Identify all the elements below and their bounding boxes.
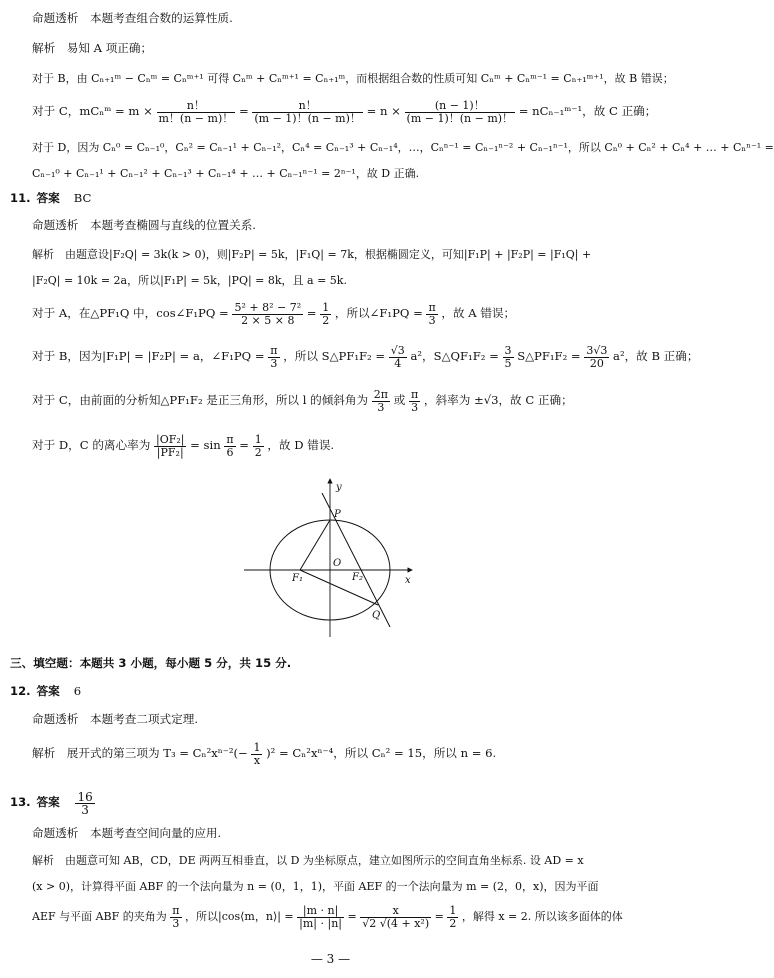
text-run: = sin (190, 438, 221, 452)
text-run: AEF 与平面 ABF 的夹角为 (32, 910, 167, 923)
segment-pf1 (300, 520, 330, 570)
q11-analysis-f (32, 430, 641, 464)
q12-topic: 命题透析 本题考查二项式定理. (32, 712, 198, 726)
text-run: ，所以|cos⟨m，n⟩| = (185, 910, 294, 923)
q11-analysis-e (32, 385, 641, 417)
text-run: = nCₙ₋₁ᵐ⁻¹，故 C 正确； (518, 104, 657, 118)
text-run: ，解得 x = 2. 所以该多面体的体 (461, 910, 623, 923)
numerator: |m · n| (297, 905, 344, 918)
numerator: |OF₂| (155, 432, 185, 446)
numerator: 3√3 (586, 343, 608, 357)
question-number: 12. (10, 684, 31, 698)
text-run: S△PF₁F₂ = (517, 349, 581, 363)
q12-answer (10, 684, 641, 699)
text-run: 对于 C，由前面的分析知△PF₁F₂ 是正三角形，所以 l 的倾斜角为 (32, 393, 369, 407)
text-run: 解析 展开式的第三项为 T₃ = Cₙ²xⁿ⁻²(− (32, 746, 248, 760)
numerator: π (411, 387, 419, 401)
denominator: 3 (270, 356, 278, 370)
numerator: 1 (253, 740, 261, 754)
denominator: |m| · |n| (299, 916, 342, 930)
denominator: 2 × 5 × 8 (241, 313, 295, 327)
fraction (389, 345, 407, 370)
q13-analysis-c (32, 902, 641, 938)
axis-y-label: y (336, 482, 342, 493)
denominator: 3 (81, 802, 89, 817)
text-run: = (238, 104, 249, 118)
q11-topic: 命题透析 本题考查椭圆与直线的位置关系. (32, 218, 256, 232)
q11-analysis-d (32, 341, 699, 375)
fraction (154, 434, 186, 459)
point-f2-label: F₂ (352, 572, 363, 583)
text-run: = (434, 910, 444, 923)
q13-analysis-a: 解析 由题意可知 AB，CD，DE 两两互相垂直，以 D 为坐标原点，建立如图所示的空间直角坐标系. 设 AD = x (32, 854, 584, 867)
denominator: |PF₂| (156, 445, 184, 459)
numerator: n！ (157, 100, 236, 113)
text-run: ，斜率为 ±√3，故 C 正确； (423, 393, 573, 407)
segment-f1q (300, 570, 378, 605)
text-run: a²，S△QF₁F₂ = (410, 349, 499, 363)
q13-analysis-b: (x > 0)，计算得平面 ABF 的一个法向量为 n = (0，1，1)，平面 AEF 的一个法向量为 m = (2，0，x)，因为平面 (32, 880, 599, 893)
numerator: 1 (449, 903, 457, 917)
answer-fraction (75, 791, 94, 816)
text-run: ，故 D 错误. (267, 438, 335, 452)
q10-analysis-c (32, 96, 657, 128)
numerator: 3 (504, 343, 512, 357)
q11-analysis-b: |F₂Q| = 10k = 2a，所以|F₁P| = 5k，|PQ| = 8k，且 a = 5k. (32, 274, 347, 287)
denominator: 3 (172, 916, 180, 930)
ellipse-figure (240, 475, 420, 640)
fraction (157, 100, 236, 125)
denominator: 2 (254, 445, 262, 459)
text-run: 对于 A，在△PF₁Q 中，cos∠F₁PQ = (32, 306, 229, 320)
fraction (268, 345, 279, 370)
fraction (320, 302, 331, 327)
fraction (409, 389, 420, 414)
q10-analysis-a: 解析 易知 A 项正确； (32, 41, 153, 55)
fraction (252, 100, 363, 125)
answer-label: 答案 (36, 795, 60, 809)
denominator: √2 √(4 + x²) (362, 916, 430, 930)
denominator: 3 (411, 400, 419, 414)
denominator: x (253, 753, 261, 767)
numerator: 16 (77, 789, 93, 804)
q10-analysis-e: Cₙ₋₁⁰ + Cₙ₋₁¹ + Cₙ₋₁² + Cₙ₋₁³ + Cₙ₋₁⁴ + … + Cₙ₋₁ⁿ⁻¹ = 2ⁿ⁻¹，故 D 正确. (32, 167, 420, 180)
fraction (251, 742, 262, 767)
point-q-label: Q (372, 610, 381, 621)
q10-analysis-b: 对于 B，由 Cₙ₊₁ᵐ − Cₙᵐ = Cₙᵐ⁺¹ 可得 Cₙᵐ + Cₙᵐ⁺¹ = Cₙ₊₁ᵐ，而根据组合数的性质可知 Cₙᵐ + Cₙᵐ⁻¹ = Cₙ₊₁ᵐ⁺¹，故 B 错误； (32, 72, 674, 85)
text-run: = (239, 438, 250, 452)
denominator: 6 (226, 445, 234, 459)
text-run: 对于 B，因为|F₁P| = |F₂P| = a，∠F₁PQ = (32, 349, 265, 363)
answer-value: BC (73, 191, 92, 205)
numerator: 5² + 8² − 7² (234, 300, 302, 314)
fraction (297, 905, 344, 930)
fraction (447, 905, 458, 930)
section-heading: 三、填空题：本题共 3 小题，每小题 5 分，共 15 分. (10, 656, 292, 670)
point-o-label: O (333, 558, 342, 569)
fraction (253, 434, 264, 459)
q10-topic: 命题透析 本题考查组合数的运算性质. (32, 11, 233, 25)
fraction (503, 345, 514, 370)
denominator: 2 (322, 313, 330, 327)
question-number: 11. (10, 191, 31, 205)
text-run: a²，故 B 正确； (613, 349, 699, 363)
numerator: 1 (254, 432, 262, 446)
numerator: π (172, 903, 180, 917)
numerator: π (270, 343, 278, 357)
numerator: π (226, 432, 234, 446)
fraction (170, 905, 181, 930)
fraction (360, 905, 431, 930)
denominator: 2 (449, 916, 457, 930)
q13-topic: 命题透析 本题考查空间向量的应用. (32, 826, 222, 840)
denominator: 3 (377, 400, 385, 414)
text-run: 对于 C，mCₙᵐ = m × (32, 104, 153, 118)
point-f1-label: F₁ (292, 573, 303, 584)
numerator: √3 (390, 343, 405, 357)
fraction (426, 302, 437, 327)
fraction (232, 302, 303, 327)
point-p-label: P (334, 509, 341, 520)
numerator: 1 (322, 300, 330, 314)
page-number: — 3 — (310, 952, 351, 966)
numerator: (n − 1)！ (405, 100, 516, 113)
text-run: )² = Cₙ²xⁿ⁻⁴，所以 Cₙ² = 15，所以 n = 6. (266, 746, 497, 760)
numerator: n！ (252, 100, 363, 113)
text-run: = (347, 910, 357, 923)
axis-x-label: x (405, 575, 411, 586)
text-run: ，所以∠F₁PQ = (334, 306, 423, 320)
q11-analysis-c (32, 298, 641, 330)
ellipse-diagram (240, 475, 420, 640)
denominator: m！(n − m)！ (158, 111, 234, 125)
numerator: π (428, 300, 436, 314)
answer-value: 6 (73, 684, 82, 698)
q10-analysis-d: 对于 D，因为 Cₙ⁰ = Cₙ₋₁⁰，Cₙ² = Cₙ₋₁¹ + Cₙ₋₁²，Cₙ⁴ = Cₙ₋₁³ + Cₙ₋₁⁴，…，Cₙⁿ⁻¹ = Cₙ₋₁ⁿ⁻² + Cₙ₋₁ⁿ⁻¹，所以 Cₙ⁰ + Cₙ² + Cₙ⁴ + … + Cₙⁿ⁻¹ = (32, 141, 774, 154)
answer-label: 答案 (36, 191, 60, 205)
fraction (224, 434, 235, 459)
q12-analysis (32, 738, 641, 772)
text-run: = n × (366, 104, 401, 118)
q11-analysis-a: 解析 由题意设|F₂Q| = 3k(k > 0)，则|F₂P| = 5k，|F₁Q| = 7k，根据椭圆定义，可知|F₁P| + |F₂P| = |F₁Q| + (32, 248, 592, 261)
denominator: (m − 1)！(n − m)！ (254, 111, 361, 125)
text-run: 或 (393, 393, 406, 407)
q13-answer (10, 787, 641, 821)
answer-label: 答案 (36, 684, 60, 698)
q11-answer (10, 191, 641, 206)
text-run: 对于 D，C 的离心率为 (32, 438, 151, 452)
fraction (372, 389, 390, 414)
text-run: ，所以 S△PF₁F₂ = (283, 349, 386, 363)
denominator: (m − 1)！(n − m)！ (406, 111, 514, 125)
numerator: 2π (373, 387, 389, 401)
numerator: x (360, 905, 431, 918)
denominator: 4 (394, 356, 402, 370)
denominator: 5 (504, 356, 512, 370)
question-number: 13. (10, 795, 31, 809)
text-run: ，故 A 错误； (441, 306, 516, 320)
denominator: 3 (428, 313, 436, 327)
denominator: 20 (589, 356, 604, 370)
text-run: = (306, 306, 317, 320)
fraction (584, 345, 609, 370)
fraction (405, 100, 516, 125)
